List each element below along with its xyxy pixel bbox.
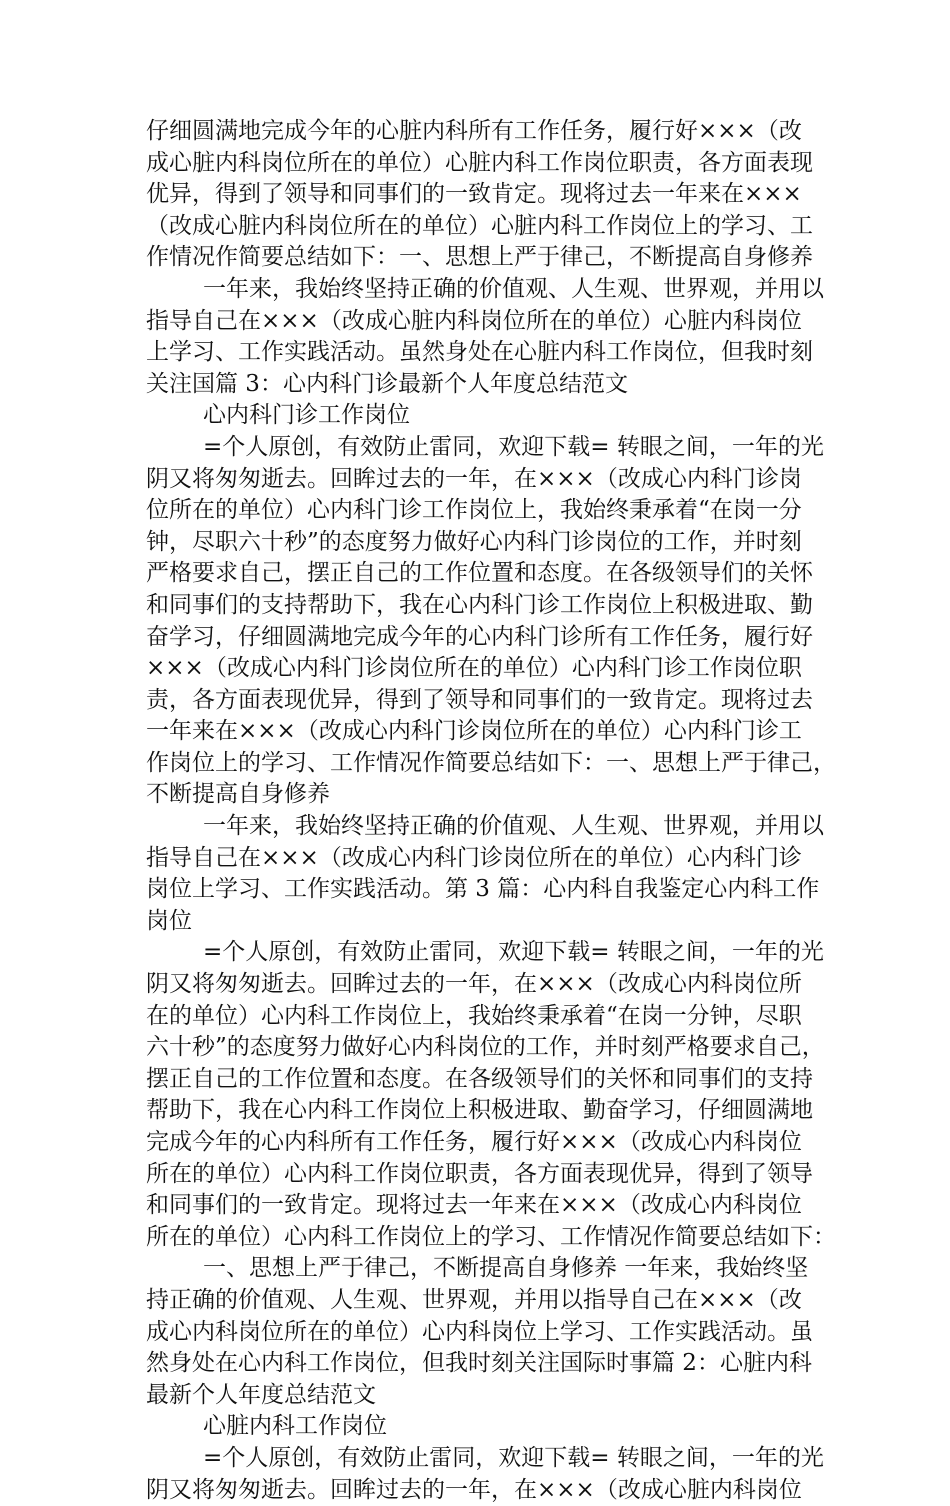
text-line: 完成今年的心内科所有工作任务，履行好×××（改成心内科岗位 [146,1129,802,1155]
text-line: 优异，得到了领导和同事们的一致肯定。现将过去一年来在××× [146,181,802,208]
text-line: 在的单位）心内科工作岗位上，我始终秉承着“在岗一分钟，尽职 [146,1002,802,1029]
text-line: 上学习、工作实践活动。虽然身处在心脏内科工作岗位，但我时刻 [146,339,813,366]
text-line: 指导自己在×××（改成心内科门诊岗位所在的单位）心内科门诊 [146,844,802,871]
text-line: 成心脏内科岗位所在的单位）心脏内科工作岗位职责，各方面表现 [146,149,813,176]
text-line: 仔细圆满地完成今年的心脏内科所有工作任务，履行好×××（改 [146,118,802,144]
text-line: 不断提高自身修养 [146,781,330,808]
text-line: 所在的单位）心内科工作岗位上的学习、工作情况作简要总结如下： [146,1223,836,1250]
text-line: 作情况作简要总结如下：一、思想上严于律己，不断提高自身修养 [146,244,813,271]
text-line: 六十秒”的态度努力做好心内科岗位的工作，并时刻严格要求自己， [146,1034,825,1061]
text-line: 奋学习，仔细圆满地完成今年的心内科门诊所有工作任务，履行好 [146,623,813,650]
text-line: 钟，尽职六十秒”的态度努力做好心内科门诊岗位的工作，并时刻 [146,528,802,555]
text-line: 和同事们的支持帮助下，我在心内科门诊工作岗位上积极进取、勤 [146,591,813,618]
text-line: 一年来在×××（改成心内科门诊岗位所在的单位）心内科门诊工 [146,718,802,745]
text-line: 最新个人年度总结范文 [146,1381,376,1408]
document-body [146,116,846,1506]
text-line: 关注国篇 3：心内科门诊最新个人年度总结范文 [146,370,628,397]
text-line: 阴又将匆匆逝去。回眸过去的一年，在×××（改成心内科门诊岗 [146,465,802,492]
text-line: 一、思想上严于律己，不断提高自身修养 一年来，我始终坚 [203,1255,809,1282]
text-line: 阴又将匆匆逝去。回眸过去的一年，在×××（改成心脏内科岗位 [146,1476,802,1503]
text-line: 心内科门诊工作岗位 [203,402,410,429]
text-line: =个人原创，有效防止雷同，欢迎下载= 转眼之间，一年的光 [203,939,824,966]
text-line: （改成心脏内科岗位所在的单位）心脏内科工作岗位上的学习、工 [146,212,813,239]
text-line: 帮助下，我在心内科工作岗位上积极进取、勤奋学习，仔细圆满地 [146,1097,813,1124]
text-line: ×××（改成心内科门诊岗位所在的单位）心内科门诊工作岗位职 [146,655,802,682]
text-line: 责，各方面表现优异，得到了领导和同事们的一致肯定。现将过去 [146,686,813,713]
text-line: 成心内科岗位所在的单位）心内科岗位上学习、工作实践活动。虽 [146,1318,813,1345]
text-line: 一年来，我始终坚持正确的价值观、人生观、世界观，并用以 [203,813,824,840]
text-line: 岗位上学习、工作实践活动。第 3 篇：心内科自我鉴定心内科工作 [146,876,820,903]
text-line: =个人原创，有效防止雷同，欢迎下载= 转眼之间，一年的光 [203,433,824,460]
text-line: 一年来，我始终坚持正确的价值观、人生观、世界观，并用以 [203,275,824,302]
text-line: 位所在的单位）心内科门诊工作岗位上，我始终秉承着“在岗一分 [146,497,802,524]
text-line: 指导自己在×××（改成心脏内科岗位所在的单位）心脏内科岗位 [146,307,802,334]
text-line: 岗位 [146,907,192,934]
text-line: 然身处在心内科工作岗位，但我时刻关注国际时事篇 2：心脏内科 [146,1350,812,1377]
text-line: 所在的单位）心内科工作岗位职责，各方面表现优异，得到了领导 [146,1160,813,1187]
text-line: 严格要求自己，摆正自己的工作位置和态度。在各级领导们的关怀 [146,560,813,587]
text-line: =个人原创，有效防止雷同，欢迎下载= 转眼之间，一年的光 [203,1444,824,1471]
text-line: 摆正自己的工作位置和态度。在各级领导们的关怀和同事们的支持 [146,1065,813,1092]
text-line: 阴又将匆匆逝去。回眸过去的一年，在×××（改成心内科岗位所 [146,971,802,998]
text-line: 作岗位上的学习、工作情况作简要总结如下：一、思想上严于律己， [146,749,836,776]
text-line: 和同事们的一致肯定。现将过去一年来在×××（改成心内科岗位 [146,1192,802,1219]
text-line: 持正确的价值观、人生观、世界观，并用以指导自己在×××（改 [146,1286,802,1313]
text-line: 心脏内科工作岗位 [203,1413,387,1440]
